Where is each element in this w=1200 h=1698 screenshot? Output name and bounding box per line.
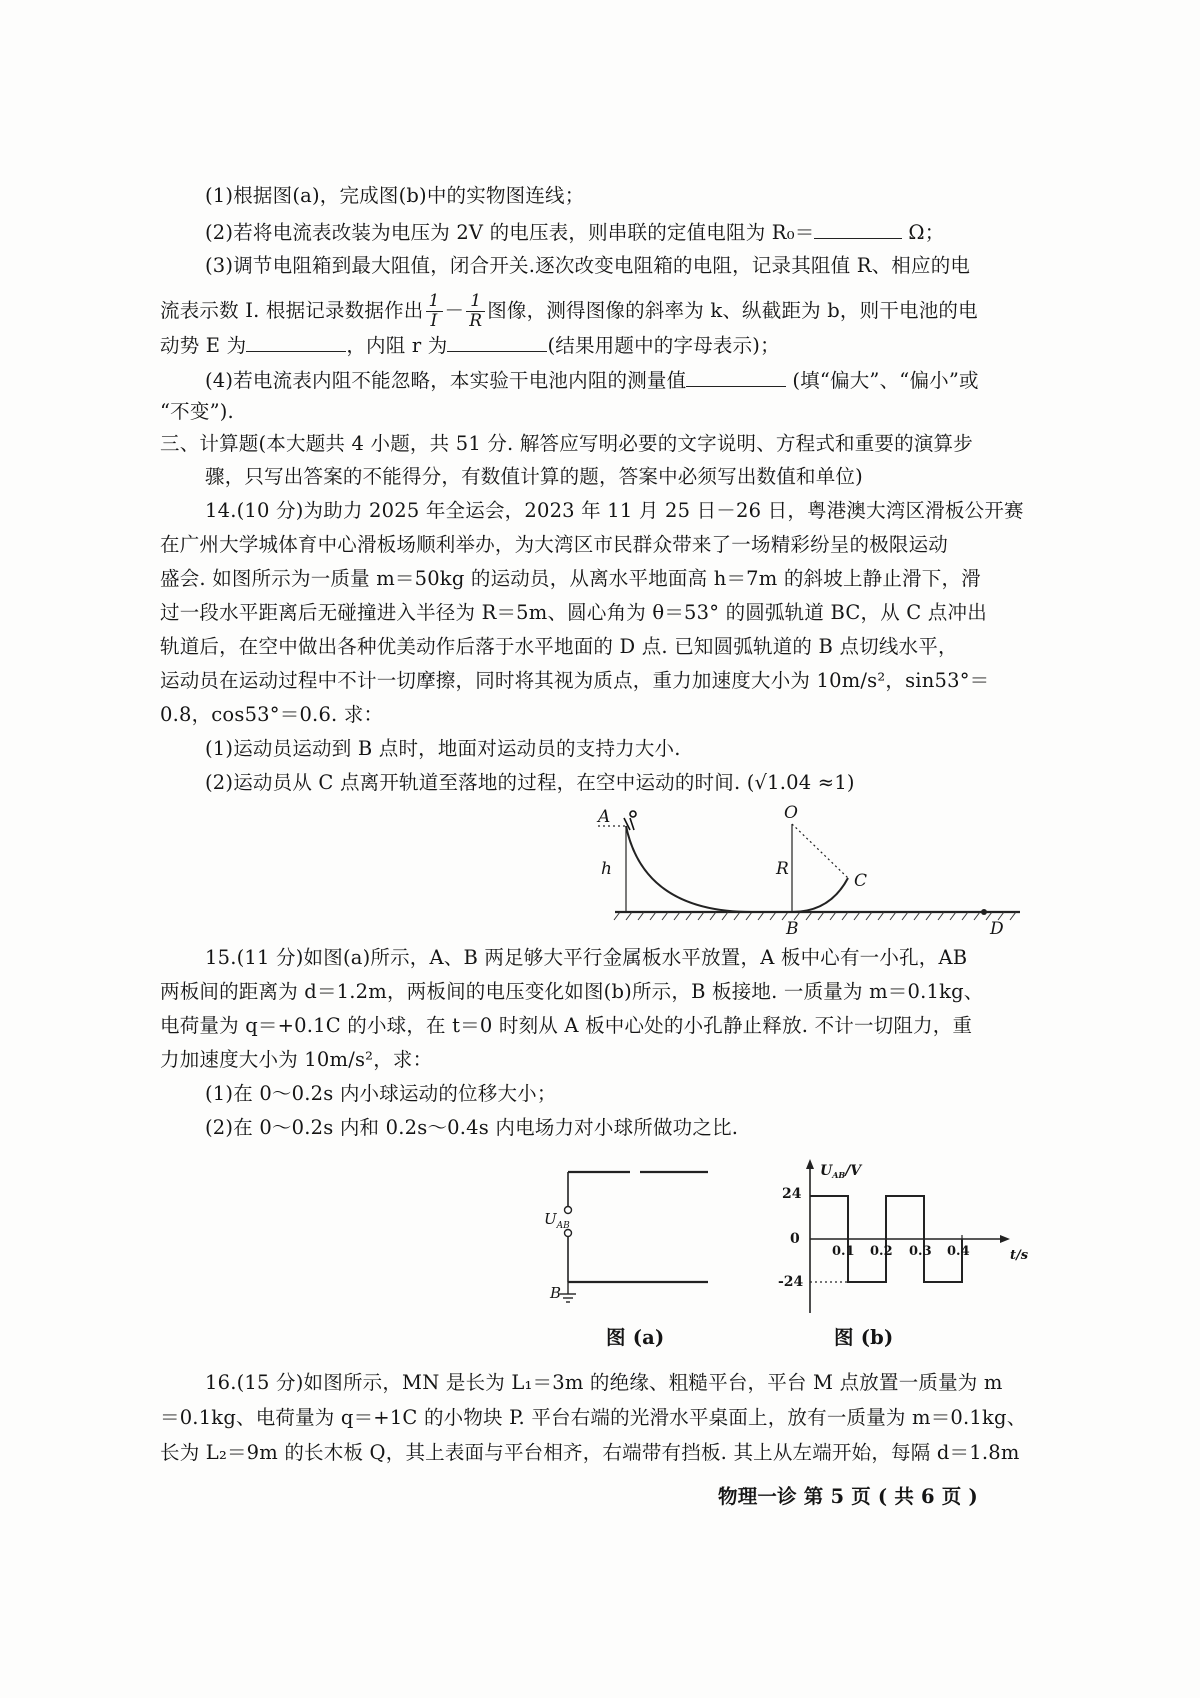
frac1-num: 1 (426, 292, 443, 312)
chart-ylabel-unit: /V (845, 1163, 862, 1179)
q13-part2-unit: Ω； (908, 221, 945, 244)
chart-xtick-0-2: 0.2 (870, 1244, 893, 1259)
frac2-num: 1 (466, 292, 485, 312)
q14-track-diagram (580, 800, 1050, 940)
q15-sub2: (2)在 0～0.2s 内和 0.2s～0.4s 内电场力对小球所做功之比. (205, 1116, 739, 1139)
arc-bc (730, 878, 848, 912)
q14-line1: 14.(10 分)为助力 2025 年全运会，2023 年 11 月 25 日－26 日，粤港澳大湾区滑板公开赛 (205, 499, 1024, 522)
slope-curve (626, 826, 752, 912)
label-uab-main: U (544, 1210, 557, 1228)
q14-line6: 运动员在运动过程中不计一切摩擦，同时将其视为质点，重力加速度大小为 10m/s²，sin53°＝ (160, 669, 990, 692)
q14-sub1: (1)运动员运动到 B 点时，地面对运动员的支持力大小. (205, 737, 681, 760)
answer-blank-measure[interactable] (686, 366, 786, 387)
q13-part3-line3 (160, 331, 1200, 359)
q15-line4: 力加速度大小为 10m/s²，求： (160, 1048, 433, 1071)
chart-x-arrow (1000, 1235, 1010, 1243)
q16-line1: 16.(15 分)如图所示，MN 是长为 L₁＝3m 的绝缘、粗糙平台，平台 M 点放置一质量为 m (205, 1371, 1003, 1394)
q13-hint: (结果用题中的字母表示)； (547, 334, 780, 357)
q13-part3-line1: (3)调节电阻箱到最大阻值，闭合开关.逐次改变电阻箱的电阻，记录其阻值 R、相应的电 (205, 254, 971, 277)
q15-figure-a-plates (540, 1158, 740, 1318)
chart-xtick-0-4: 0.4 (947, 1244, 970, 1259)
figure-b-caption: 图 (b) (834, 1326, 894, 1349)
chart-xtick-0-3: 0.3 (909, 1244, 932, 1259)
q14-line5: 轨道后，在空中做出各种优美动作后落于水平地面的 D 点. 已知圆弧轨道的 B 点切线水平， (160, 635, 958, 658)
endpoint-d-marker (981, 909, 987, 915)
ground-symbol-icon (560, 1282, 576, 1302)
label-c: C (854, 871, 868, 891)
fraction-1-over-r (466, 292, 485, 331)
page-footer: 物理一诊 第 5 页 ( 共 6 页 ) (718, 1485, 978, 1508)
q13-part4-line2: “不变”). (160, 400, 234, 423)
q16-line3: 长为 L₂＝9m 的长木板 Q，其上表面与平台相齐，右端带有挡板. 其上从左端开始，每隔 d＝1.8m (160, 1441, 1020, 1464)
label-a: A (598, 807, 611, 827)
chart-ytick-pos: 24 (782, 1186, 802, 1202)
section3-title-line1: 三、计算题(本大题共 4 小题，共 51 分. 解答应写明必要的文字说明、方程式和重要的演算步 (160, 432, 973, 455)
answer-blank-r[interactable] (447, 331, 547, 352)
chart-y-arrow (806, 1159, 814, 1169)
q16-line2: ＝0.1kg、电荷量为 q＝+1C 的小物块 P. 平台右端的光滑水平桌面上，放有一质量为 m＝0.1kg、 (160, 1406, 1027, 1429)
chart-ylabel (820, 1163, 863, 1180)
label-d: D (990, 919, 1004, 939)
chart-ylabel-main: U (820, 1163, 833, 1179)
q13-part2 (205, 218, 1200, 246)
chart-xlabel: t/s (1010, 1248, 1029, 1263)
q14-line4: 过一段水平距离后无碰撞进入半径为 R＝5m、圆心角为 θ＝53° 的圆弧轨道 BC，从 C 点冲出 (160, 601, 987, 624)
q13-part4-text: (4)若电流表内阻不能忽略，本实验干电池内阻的测量值 (205, 369, 687, 392)
chart-ytick-neg: -24 (778, 1274, 804, 1290)
q13-part3-line2-rest: 图像，测得图像的斜率为 k、纵截距为 b，则干电池的电 (487, 299, 978, 322)
q13-part3-line2-text: 流表示数 I. 根据记录数据作出 (160, 299, 424, 322)
chart-ytick-zero: 0 (790, 1231, 800, 1247)
figure-a-caption: 图 (a) (606, 1326, 665, 1349)
q14-line2: 在广州大学城体育中心滑板场顺利举办，为大湾区市民群众带来了一场精彩纷呈的极限运动 (160, 533, 949, 556)
ground-hatching (614, 912, 1016, 920)
radius-oc-dotted (792, 824, 848, 878)
q13-part4-line1 (205, 366, 1200, 394)
label-o: O (784, 803, 798, 823)
answer-blank-r0[interactable] (814, 218, 902, 239)
frac2-den: R (469, 311, 483, 331)
q14-line7: 0.8，cos53°＝0.6. 求： (160, 703, 384, 726)
label-uab-sub: AB (556, 1221, 570, 1231)
q15-sub1: (1)在 0～0.2s 内小球运动的位移大小； (205, 1082, 557, 1105)
q13-part4-options: (填“偏大”、“偏小”或 (792, 369, 979, 392)
label-h: h (601, 859, 612, 879)
q14-line3: 盛会. 如图所示为一质量 m＝50kg 的运动员，从离水平地面高 h＝7m 的斜坡上静止滑下，滑 (160, 567, 981, 590)
chart-ylabel-sub: AB (832, 1170, 846, 1180)
frac-minus: － (444, 299, 465, 322)
label-r: R (776, 859, 789, 879)
terminal-top (565, 1207, 572, 1214)
q15-voltage-chart (770, 1155, 1050, 1325)
section3-title-line2: 骤，只写出答案的不能得分，有数值计算的题，答案中必须写出数值和单位) (205, 465, 863, 488)
q13-r-label: ，内阻 r 为 (346, 334, 448, 357)
frac1-den: I (430, 311, 438, 331)
q14-sub2: (2)运动员从 C 点离开轨道至落地的过程，在空中运动的时间. (√1.04 ≈1) (205, 771, 855, 794)
label-b: B (786, 919, 799, 939)
q13-emf-label: 动势 E 为 (160, 334, 247, 357)
q15-line1: 15.(11 分)如图(a)所示，A、B 两足够大平行金属板水平放置，A 板中心有一小孔，AB (205, 946, 968, 969)
q13-part3-line2 (160, 292, 1200, 331)
answer-blank-emf[interactable] (246, 331, 346, 352)
fraction-1-over-i (426, 292, 443, 331)
q15-line2: 两板间的距离为 d＝1.2m，两板间的电压变化如图(b)所示，B 板接地. 一质量为 m＝0.1kg、 (160, 980, 984, 1003)
q13-part2-text: (2)若将电流表改装为电压为 2V 的电压表，则串联的定值电阻为 R₀＝ (205, 221, 815, 244)
chart-xtick-0-1: 0.1 (832, 1244, 855, 1259)
label-plate-b: B (550, 1284, 562, 1302)
q15-line3: 电荷量为 q＝+0.1C 的小球，在 t＝0 时刻从 A 板中心处的小孔静止释放. 不计一切阻力，重 (160, 1014, 973, 1037)
q13-part1: (1)根据图(a)，完成图(b)中的实物图连线； (205, 184, 585, 207)
